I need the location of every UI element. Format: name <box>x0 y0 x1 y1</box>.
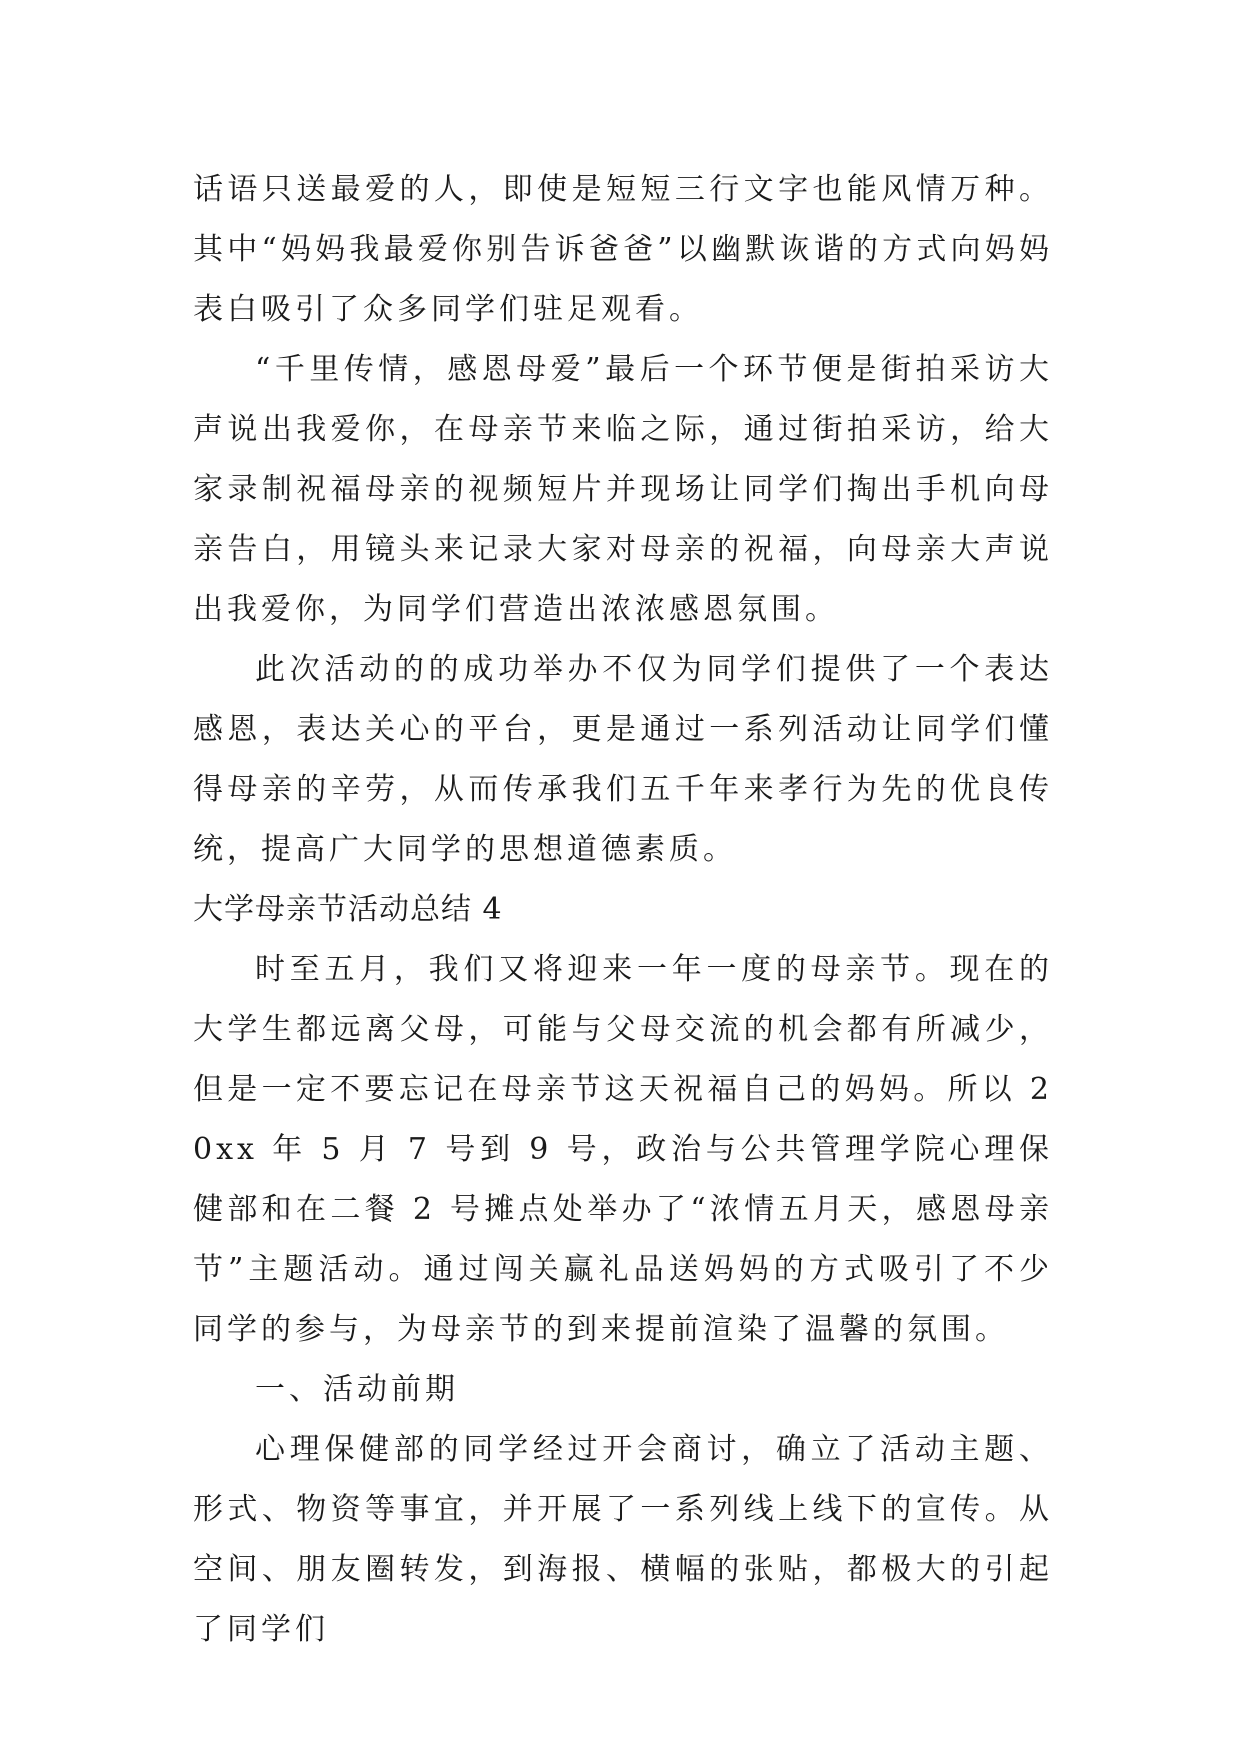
sub-heading: 一、活动前期 <box>255 1372 459 1407</box>
paragraph-2: “千里传情，感恩母爱”最后一个环节便是街拍采访大声说出我爱你，在母亲节来临之际，通过街拍采访，给大家录制祝福母亲的视频短片并现场让同学们掏出手机向母亲告白，用镜头来记录大家对母亲的祝福，向母亲大声说出我爱你，为同学们营造出浓浓感恩氛围。 <box>193 352 1053 627</box>
paragraph-3: 此次活动的的成功举办不仅为同学们提供了一个表达感恩，表达关心的平台，更是通过一系列活动让同学们懂得母亲的辛劳，从而传承我们五千年来孝行为先的优良传统，提高广大同学的思想道德素质。 <box>193 652 1053 867</box>
paragraph-4: 时至五月，我们又将迎来一年一度的母亲节。现在的大学生都远离父母，可能与父母交流的机会都有所减少，但是一定不要忘记在母亲节这天祝福自己的妈妈。所以 20xx 年 5 月 7 号到 9 号，政治与公共管理学院心理保健部和在二餐 2 号摊点处举办了“浓情五月天，感恩母亲节”主题活动。通过闯关赢礼品送妈妈的方式吸引了不少同学的参与，为母亲节的到来提前渲染了温馨的氛围。 <box>193 952 1053 1347</box>
paragraph-1: 话语只送最爱的人，即使是短短三行文字也能风情万种。其中“妈妈我最爱你别告诉爸爸”以幽默诙谐的方式向妈妈表白吸引了众多同学们驻足观看。 <box>193 172 1053 327</box>
paragraph-5: 心理保健部的同学经过开会商讨，确立了活动主题、形式、物资等事宜，并开展了一系列线上线下的宣传。从空间、朋友圈转发，到海报、横幅的张贴，都极大的引起了同学们 <box>193 1432 1053 1647</box>
document-body <box>193 160 1053 1660</box>
section-title: 大学母亲节活动总结 4 <box>193 892 503 927</box>
